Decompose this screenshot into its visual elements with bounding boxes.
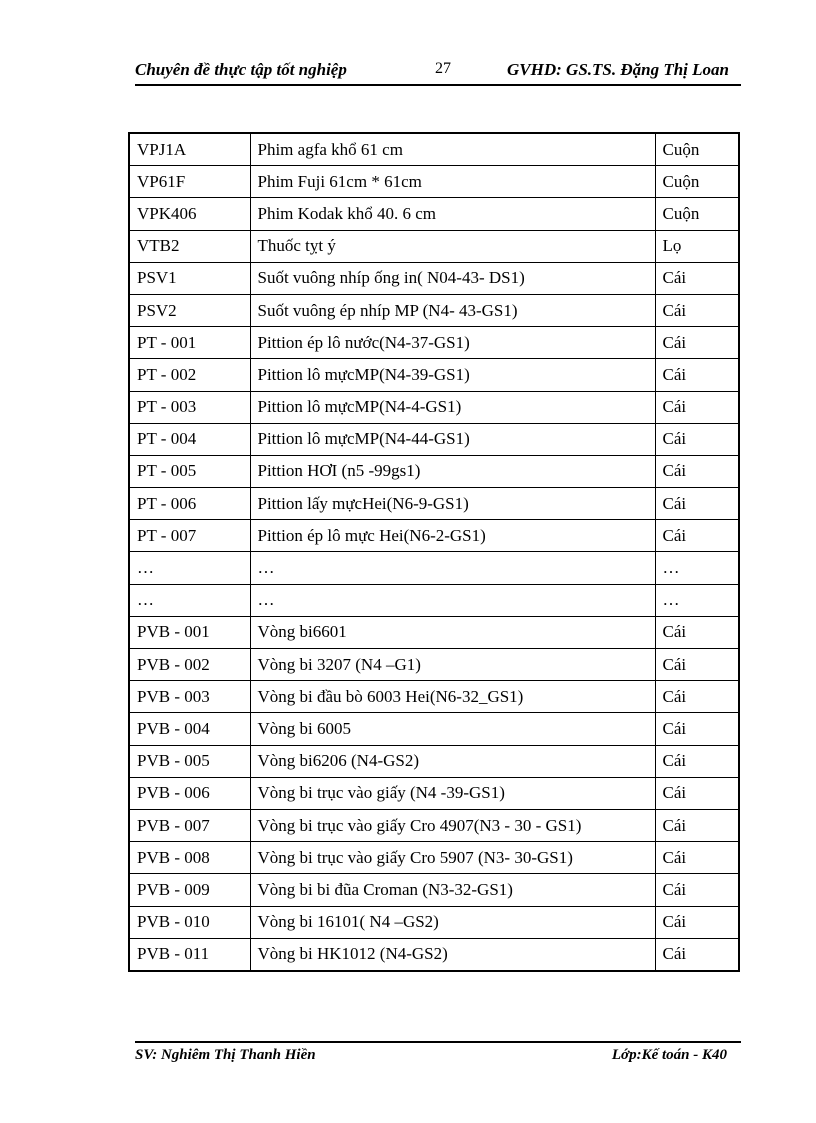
- material-code-cell: PT - 001: [129, 327, 250, 359]
- material-code-cell: PVB - 009: [129, 874, 250, 906]
- table-row: [129, 520, 739, 552]
- material-code-cell: VPJ1A: [129, 133, 250, 166]
- material-code-cell: PVB - 010: [129, 906, 250, 938]
- material-code-cell: VPK406: [129, 198, 250, 230]
- material-code-cell: PVB - 001: [129, 616, 250, 648]
- table-row: [129, 198, 739, 230]
- material-name-cell: Suốt vuông nhíp ống in( N04-43- DS1): [250, 262, 655, 294]
- unit-cell: Cái: [655, 938, 739, 971]
- table-row: [129, 359, 739, 391]
- table-row: [129, 423, 739, 455]
- material-name-cell: Pittion HƠI (n5 -99gs1): [250, 455, 655, 487]
- table-row: [129, 681, 739, 713]
- table-row: [129, 842, 739, 874]
- table-row: [129, 938, 739, 971]
- table-row: [129, 327, 739, 359]
- unit-cell: Cái: [655, 262, 739, 294]
- unit-cell: Cái: [655, 616, 739, 648]
- unit-cell: Cái: [655, 488, 739, 520]
- header-advisor: GVHD: GS.TS. Đặng Thị Loan: [507, 60, 729, 79]
- unit-cell: Lọ: [655, 230, 739, 262]
- material-name-cell: Phim Kodak khổ 40. 6 cm: [250, 198, 655, 230]
- unit-cell: Cái: [655, 455, 739, 487]
- unit-cell: Cái: [655, 809, 739, 841]
- material-code-cell: PVB - 003: [129, 681, 250, 713]
- material-name-cell: Vòng bi 3207 (N4 –G1): [250, 649, 655, 681]
- unit-cell: Cái: [655, 874, 739, 906]
- material-code-cell: PVB - 005: [129, 745, 250, 777]
- material-name-cell: Suốt vuông ép nhíp MP (N4- 43-GS1): [250, 294, 655, 326]
- material-code-cell: …: [129, 584, 250, 616]
- material-code-cell: PT - 004: [129, 423, 250, 455]
- table-row: [129, 166, 739, 198]
- material-name-cell: Pittion ép lô nước(N4-37-GS1): [250, 327, 655, 359]
- material-name-cell: Thuốc tỵt ý: [250, 230, 655, 262]
- material-name-cell: Vòng bi đầu bò 6003 Hei(N6-32_GS1): [250, 681, 655, 713]
- unit-cell: Cái: [655, 327, 739, 359]
- table-row: [129, 616, 739, 648]
- material-code-cell: PVB - 006: [129, 777, 250, 809]
- unit-cell: Cái: [655, 906, 739, 938]
- unit-cell: Cái: [655, 842, 739, 874]
- material-name-cell: Pittion lô mựcMP(N4-39-GS1): [250, 359, 655, 391]
- unit-cell: Cái: [655, 391, 739, 423]
- unit-cell: Cái: [655, 359, 739, 391]
- header-title: Chuyên đề thực tập tốt nghiệp: [135, 60, 347, 79]
- material-code-cell: PSV2: [129, 294, 250, 326]
- materials-table-container: [128, 132, 740, 972]
- material-name-cell: …: [250, 552, 655, 584]
- table-row: [129, 745, 739, 777]
- table-row: [129, 777, 739, 809]
- material-name-cell: Vòng bi trục vào giấy Cro 5907 (N3- 30-GS1): [250, 842, 655, 874]
- materials-table: [128, 132, 740, 972]
- table-row: [129, 649, 739, 681]
- material-name-cell: Phim agfa khổ 61 cm: [250, 133, 655, 166]
- unit-cell: …: [655, 584, 739, 616]
- material-code-cell: PT - 006: [129, 488, 250, 520]
- material-name-cell: Pittion lấy mựcHei(N6-9-GS1): [250, 488, 655, 520]
- material-code-cell: PT - 002: [129, 359, 250, 391]
- table-row: [129, 584, 739, 616]
- material-name-cell: Vòng bi 6005: [250, 713, 655, 745]
- material-name-cell: Vòng bi trục vào giấy (N4 -39-GS1): [250, 777, 655, 809]
- material-code-cell: PVB - 007: [129, 809, 250, 841]
- unit-cell: …: [655, 552, 739, 584]
- material-name-cell: Vòng bi 16101( N4 –GS2): [250, 906, 655, 938]
- material-code-cell: VTB2: [129, 230, 250, 262]
- material-code-cell: PVB - 011: [129, 938, 250, 971]
- unit-cell: Cái: [655, 294, 739, 326]
- unit-cell: Cuộn: [655, 133, 739, 166]
- material-code-cell: PVB - 008: [129, 842, 250, 874]
- unit-cell: Cái: [655, 649, 739, 681]
- table-row: [129, 552, 739, 584]
- material-code-cell: PSV1: [129, 262, 250, 294]
- material-code-cell: PVB - 004: [129, 713, 250, 745]
- material-code-cell: …: [129, 552, 250, 584]
- unit-cell: Cái: [655, 520, 739, 552]
- material-name-cell: …: [250, 584, 655, 616]
- material-code-cell: VP61F: [129, 166, 250, 198]
- material-name-cell: Vòng bi6601: [250, 616, 655, 648]
- unit-cell: Cuộn: [655, 198, 739, 230]
- material-code-cell: PVB - 002: [129, 649, 250, 681]
- material-name-cell: Vòng bi HK1012 (N4-GS2): [250, 938, 655, 971]
- page-footer: [135, 1041, 741, 1069]
- materials-table-body: [129, 133, 739, 971]
- table-row: [129, 391, 739, 423]
- material-code-cell: PT - 005: [129, 455, 250, 487]
- unit-cell: Cái: [655, 423, 739, 455]
- table-row: [129, 906, 739, 938]
- material-name-cell: Pittion lô mựcMP(N4-4-GS1): [250, 391, 655, 423]
- material-name-cell: Phim Fuji 61cm * 61cm: [250, 166, 655, 198]
- material-name-cell: Pittion ép lô mực Hei(N6-2-GS1): [250, 520, 655, 552]
- footer-class: Lớp:Kế toán - K40: [611, 1047, 727, 1063]
- material-name-cell: Vòng bi trục vào giấy Cro 4907(N3 - 30 - GS1): [250, 809, 655, 841]
- table-row: [129, 294, 739, 326]
- page-header: [135, 58, 741, 86]
- unit-cell: Cái: [655, 777, 739, 809]
- table-row: [129, 809, 739, 841]
- table-row: [129, 262, 739, 294]
- unit-cell: Cái: [655, 681, 739, 713]
- material-name-cell: Vòng bi6206 (N4-GS2): [250, 745, 655, 777]
- table-row: [129, 713, 739, 745]
- table-row: [129, 874, 739, 906]
- material-code-cell: PT - 003: [129, 391, 250, 423]
- material-name-cell: Pittion lô mựcMP(N4-44-GS1): [250, 423, 655, 455]
- table-row: [129, 230, 739, 262]
- material-code-cell: PT - 007: [129, 520, 250, 552]
- table-row: [129, 488, 739, 520]
- unit-cell: Cái: [655, 713, 739, 745]
- table-row: [129, 455, 739, 487]
- unit-cell: Cuộn: [655, 166, 739, 198]
- material-name-cell: Vòng bi bi đũa Croman (N3-32-GS1): [250, 874, 655, 906]
- page-number: 27: [435, 60, 451, 77]
- table-row: [129, 133, 739, 166]
- footer-student: SV: Nghiêm Thị Thanh Hiền: [135, 1047, 316, 1063]
- unit-cell: Cái: [655, 745, 739, 777]
